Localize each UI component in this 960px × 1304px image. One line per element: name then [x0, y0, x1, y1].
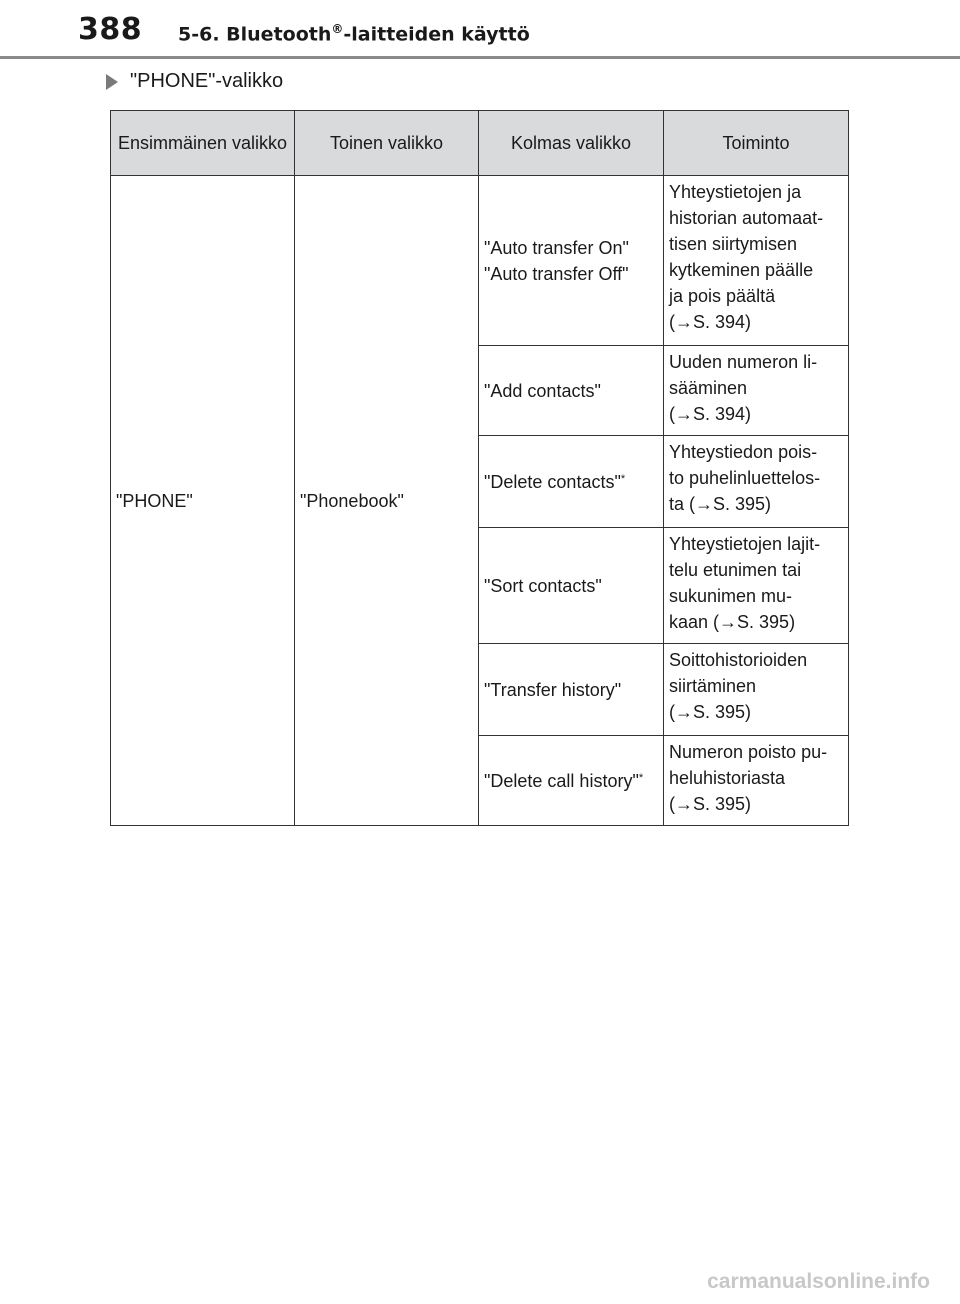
third-menu-line [484, 235, 658, 261]
third-menu-text: "Transfer history" [484, 679, 622, 700]
phone-menu-table [110, 110, 849, 826]
third-menu-line [484, 573, 658, 599]
column-header: Ensimmäinen valikko [111, 111, 295, 176]
function-line: Numeron poisto pu- [669, 742, 828, 762]
third-menu-cell [479, 346, 664, 436]
header-divider [0, 56, 960, 59]
function-cell [664, 436, 849, 528]
function-line: sääminen [669, 378, 748, 398]
function-line: kytkeminen päälle [669, 260, 814, 280]
function-line: tisen siirtymisen [669, 234, 798, 254]
footnote-asterisk: * [620, 472, 626, 485]
third-menu-cell [479, 436, 664, 528]
column-header: Toinen valikko [295, 111, 479, 176]
third-menu-line [484, 677, 658, 703]
function-line: (→S. 394) [669, 312, 752, 332]
third-menu-line [484, 768, 658, 794]
second-menu-cell: "Phonebook" [295, 176, 479, 826]
function-line: siirtäminen [669, 676, 757, 696]
function-line: (→S. 395) [669, 702, 752, 722]
table-body [111, 176, 849, 826]
function-cell [664, 176, 849, 346]
function-line: (→S. 394) [669, 404, 752, 424]
watermark: carmanualsonline.info [707, 1270, 930, 1293]
third-menu-line [484, 261, 658, 287]
function-cell [664, 528, 849, 644]
function-line: ta (→S. 395) [669, 494, 772, 514]
third-menu-cell [479, 736, 664, 826]
first-menu-cell: "PHONE" [111, 176, 295, 826]
third-menu-line [484, 469, 658, 495]
function-line: Yhteystietojen ja [669, 182, 802, 202]
subheading [106, 70, 283, 93]
third-menu-text: "Sort contacts" [484, 575, 602, 596]
triangle-bullet-icon [106, 74, 118, 90]
third-menu-cell [479, 176, 664, 346]
function-line: telu etunimen tai [669, 560, 802, 580]
third-menu-text: "Auto transfer Off" [484, 263, 629, 284]
function-line: Yhteystiedon pois- [669, 442, 818, 462]
function-line: Yhteystietojen lajit- [669, 534, 821, 554]
function-line: sukunimen mu- [669, 586, 793, 606]
function-line: to puhelinluettelos- [669, 468, 821, 488]
function-line: heluhistoriasta [669, 768, 786, 788]
registered-mark: ® [331, 22, 344, 36]
column-header: Kolmas valikko [479, 111, 664, 176]
footnote-asterisk: * [638, 771, 644, 784]
function-cell [664, 644, 849, 736]
section-title-prefix: 5-6. Bluetooth [178, 23, 332, 46]
third-menu-line [484, 378, 658, 404]
table-row [111, 176, 849, 346]
function-line: historian automaat- [669, 208, 824, 228]
third-menu-cell [479, 644, 664, 736]
section-title [178, 22, 530, 45]
third-menu-text: "Delete contacts" [484, 471, 621, 492]
table-header-row [111, 111, 849, 176]
function-line: ja pois päältä [669, 286, 776, 306]
third-menu-text: "Auto transfer On" [484, 237, 629, 258]
column-header: Toiminto [664, 111, 849, 176]
section-title-suffix: -laitteiden käyttö [343, 23, 530, 46]
subheading-text: "PHONE"-valikko [130, 70, 284, 92]
third-menu-text: "Delete call history" [484, 770, 639, 791]
third-menu-cell [479, 528, 664, 644]
function-line: (→S. 395) [669, 794, 752, 814]
function-line: kaan (→S. 395) [669, 612, 796, 632]
function-line: Uuden numeron li- [669, 352, 818, 372]
function-cell [664, 736, 849, 826]
function-cell [664, 346, 849, 436]
third-menu-text: "Add contacts" [484, 380, 601, 401]
function-line: Soittohistorioiden [669, 650, 808, 670]
page-number: 388 [78, 12, 143, 47]
